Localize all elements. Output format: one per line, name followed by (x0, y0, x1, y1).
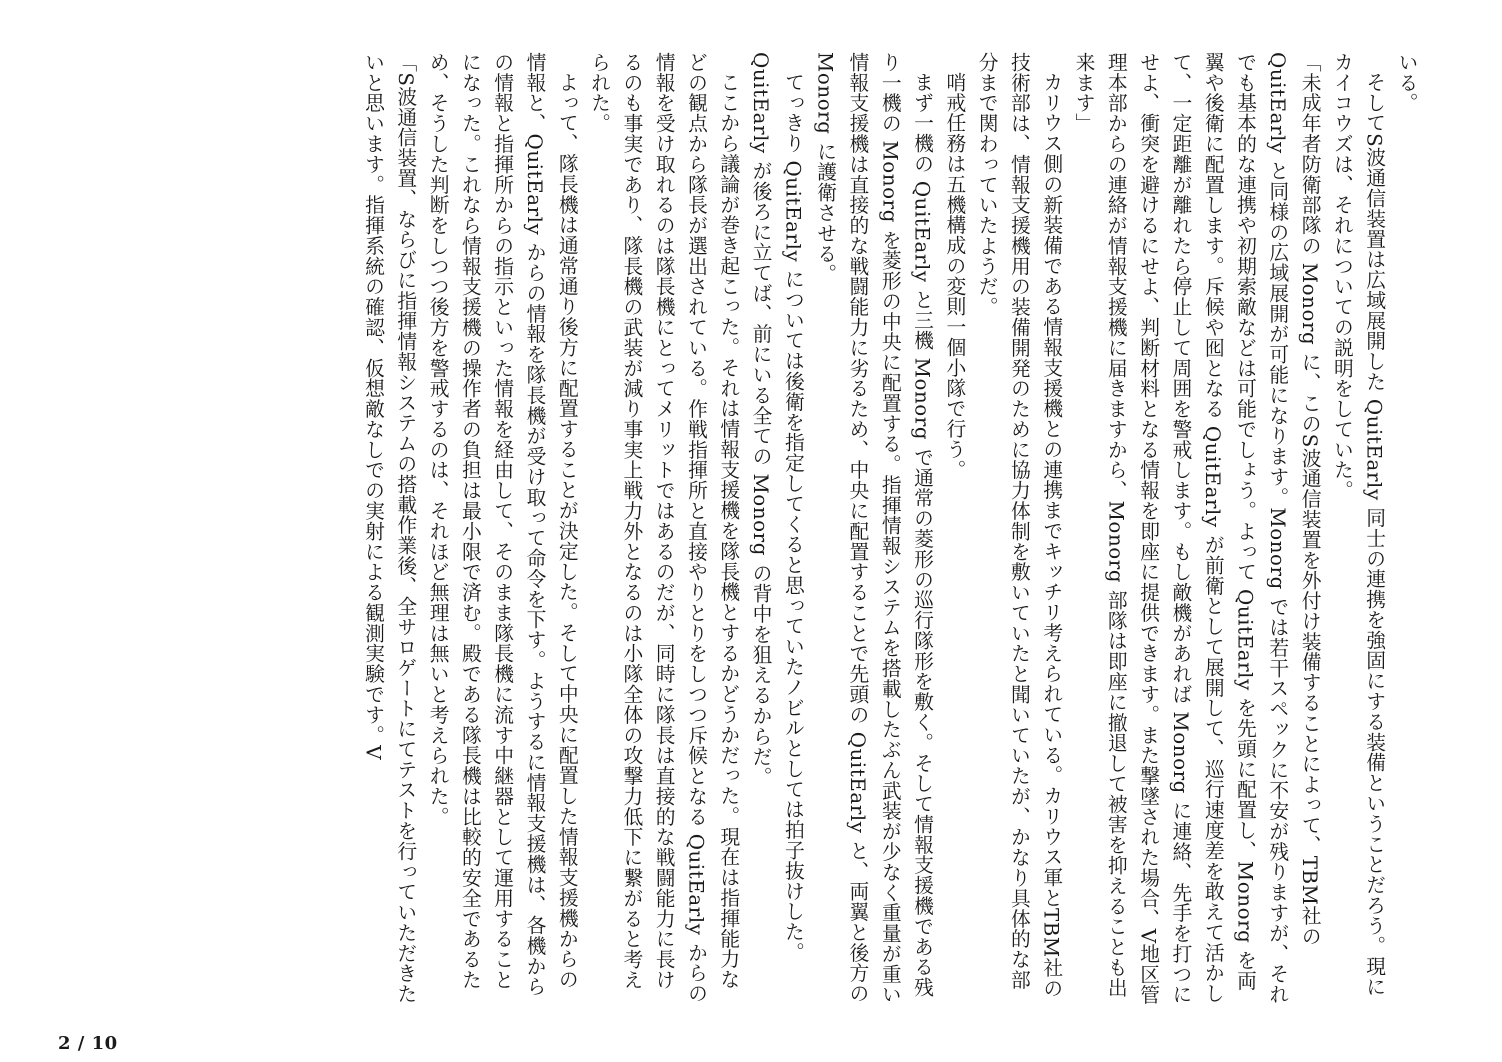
paragraph-1: いる。 (1395, 52, 1418, 114)
paragraph-6: まず一機の QuitEarly と三機 Monorg で通常の菱形の巡行隊形を敷く。そして情報支援機である残り一機の Monorg を菱形の中央に配置する。指揮情報システムを搭載したぶん武装が少なく重量が重い情報支援機は直接的な戦闘能力に劣るため、中央に配置することで先頭の QuitEarly と、両翼と後方の Monorg に護衛させる。 (813, 52, 934, 1005)
paragraph-8: ここから議論が巻き起こった。それは情報支援機を隊長機とするかどうかだった。現在は指揮能力などの観点から隊長が選出されている。作戦指揮所と直接やりとりをしつつ斥候となる QuitEarly からの情報を受け取れるのは隊長機にとってメリットではあるのだが、同時に隊長は直接的な戦闘能力に長けるのも事実であり、隊長機の武装が減り事実上戦力外となるのは小隊全体の攻撃力低下に繋がると考えられた。 (587, 52, 740, 1004)
paragraph-5: 哨戒任務は五機構成の変則一個小隊で行う。 (942, 71, 966, 480)
paragraph-10: 「S波通信装置、ならびに指揮情報システムの搭載作業後、全サロゲートにてテストを行っていただきたいと思います。指揮系統の確認、仮想敵なしでの実射による観測実験です。V (361, 52, 417, 1005)
page-number: 2 / 10 (58, 1033, 118, 1054)
body-text (62, 52, 1422, 1007)
paragraph-2: そしてS波通信装置は広域展開した QuitEarly 同士の連携を強固にする装備ということだろう。現にカイコウズは、それについての説明をしていた。 (1330, 52, 1386, 997)
paragraph-7: てっきり QuitEarly については後衛を指定してくると思っていたノビルとしては拍子抜けした。QuitEarly が後ろに立てば、前にいる全ての Monorg の背中を狙えるからだ。 (749, 52, 805, 963)
paragraph-4: カリウス側の新装備である情報支援機との連携までキッチリ考えられている。カリウス軍とTBM社の技術部は、情報支援機用の装備開発のために協力体制を敷いていたと聞いていたが、かなり具体的な部分まで関わっていたようだ。 (975, 52, 1063, 999)
paragraph-9: よって、隊長機は通常通り後方に配置することが決定した。そして中央に配置した情報支援機からの情報と、QuitEarly からの情報を隊長機が受け取って命令を下す。ようするに情報支援機は、各機からの情報と指揮所からの指示といった情報を経由して、そのまま隊長機に流す中継器として運用することになった。これなら情報支援機の操作者の負担は最小限で済む。殿である隊長機は比較的安全であるため、そうした判断をしつつ後方を警戒するのは、それほど無理は無いと考えられた。 (426, 52, 579, 997)
paragraph-3: 「未成年者防衛部隊の Monorg に、このS波通信装置を外付け装備することによって、TBM社の QuitEarly と同様の広域展開が可能になります。Monorg では若干スペックに不安が残りますが、それでも基本的な連携や初期索敵などは可能でしょう。よって QuitEarly を先頭に配置し、Monorg を両翼や後衛に配置します。斥候や囮となる QuitEarly が前衛として展開して、巡行速度差を敢えて活かして、一定距離が離れたら停止して周囲を警戒します。もし敵機があれば Monorg に連絡、先手を打つにせよ、衝突を避けるにせよ、判断材料となる情報を即座に提供できます。また撃墜された場合、V地区管理本部からの連絡が情報支援機に届きますから、Monorg 部隊は即座に撤退して被害を抑えることも出来ます」 (1072, 52, 1322, 1005)
